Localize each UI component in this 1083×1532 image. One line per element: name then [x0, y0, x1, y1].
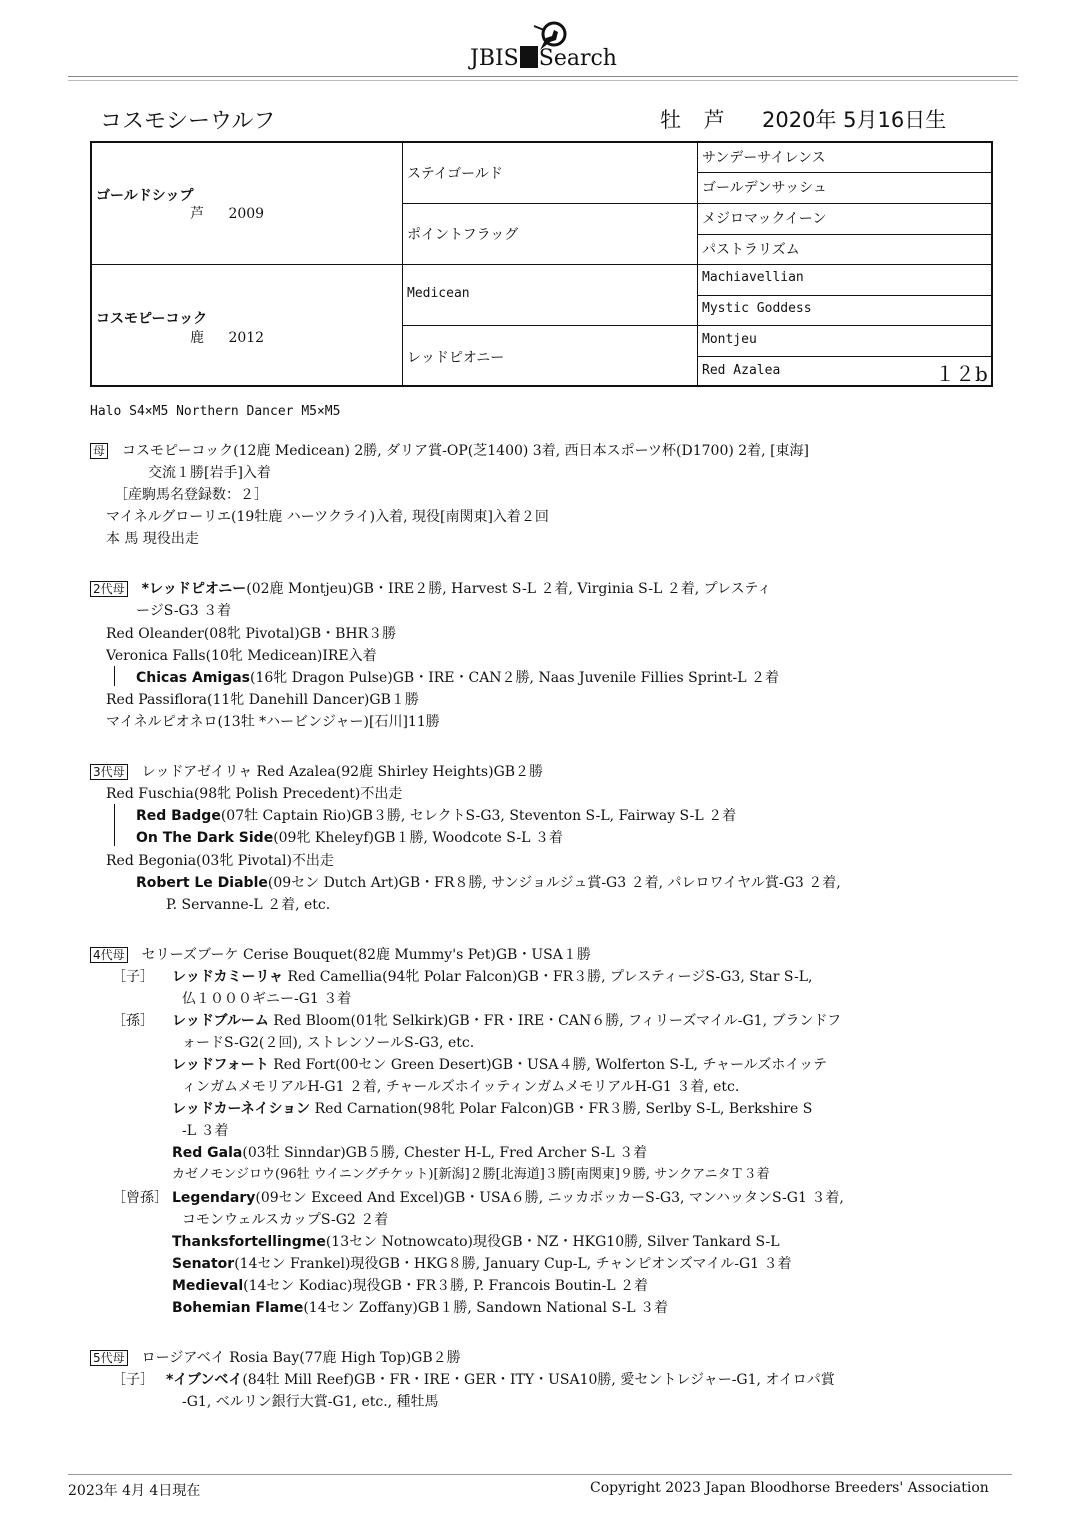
g2-line-6: Red Passiflora(11牝 Danehill Dancer)GB１勝: [106, 692, 419, 708]
dam-line-2: 交流１勝[岩手]入着: [148, 465, 271, 481]
g2-line-1: 2代母 *レッドピオニー(02鹿 Montjeu)GB・IRE２勝, Harvest S-L ２着, Virginia S-L ２着, プレスティ: [90, 580, 771, 598]
sire-dam: ポイントフラッグ: [407, 227, 519, 243]
g3-7: Montjeu: [702, 332, 757, 347]
g2-line-4: Veronica Falls(10牝 Medicean)IRE入着: [106, 648, 377, 664]
g3-8: Red Azalea: [702, 363, 781, 378]
g3-5: Machiavellian: [702, 270, 804, 285]
dam-sire: Medicean: [407, 286, 470, 301]
g5-line-1: 5代母 ロージアベイ Rosia Bay(77鹿 High Top)GB２勝: [90, 1349, 461, 1367]
g4-tag-grandchild: ［孫］: [112, 1013, 154, 1029]
g3-6: Mystic Goddess: [702, 301, 812, 316]
birth-date: 2020年 5月16日生: [762, 108, 947, 132]
g2-line-2: ージS-G3 ３着: [136, 603, 232, 619]
g5-label: 5代母: [90, 1350, 128, 1366]
family-number: １２b: [935, 362, 988, 386]
dam-label: 母: [90, 443, 108, 459]
g2-line-5: Chicas Amigas(16牝 Dragon Pulse)GB・IRE・CAN２勝, Naas Juvenile Fillies Sprint-L ２着: [136, 670, 779, 686]
indent-bar: [114, 666, 115, 686]
g4-grand-3-cont: -L ３着: [182, 1123, 229, 1139]
sire-info: 芦 2009: [190, 206, 265, 222]
dam-dam: レッドピオニー: [407, 350, 505, 366]
g3-2: ゴールデンサッシュ: [702, 180, 827, 196]
sex-color: 牡 芦: [660, 108, 733, 132]
g3-1: サンデーサイレンス: [702, 150, 826, 166]
g4-grand-2-cont: ィンガムメモリアルH-G1 ２着, チャールズホイッティンガムメモリアルH-G1 ３着, etc.: [182, 1079, 740, 1095]
sire-sire: ステイゴールド: [407, 166, 503, 182]
header-rule-2: [68, 80, 1018, 81]
g4-gg-2: Thanksfortellingme(13セン Notnowcato)現役GB・NZ・HKG10勝, Silver Tankard S-L: [172, 1234, 780, 1250]
g5-child-1-cont: -G1, ベルリン銀行大賞-G1, etc., 種牡馬: [182, 1394, 439, 1410]
g4-grand-4: Red Gala(03牡 Sinndar)GB５勝, Chester H-L, Fred Archer S-L ３着: [172, 1145, 648, 1161]
g3-label: 3代母: [90, 764, 128, 780]
logo-box-icon: [520, 46, 538, 68]
g4-gg-3: Senator(14セン Frankel)現役GB・HKG８勝, January Cup-L, チャンピオンズマイル-G1 ３着: [172, 1256, 792, 1272]
g4-gg-1-cont: コモンウェルスカップS-G2 ２着: [182, 1212, 389, 1228]
dam-line-3: ［産駒馬名登録数：２］: [114, 487, 268, 503]
horse-name: コスモシーウルフ: [100, 109, 276, 134]
g4-child-1-cont: 仏１０００ギニー-G1 ３着: [182, 991, 352, 1007]
g3-line-5: Red Begonia(03牝 Pivotal)不出走: [106, 853, 334, 869]
g2-label: 2代母: [90, 581, 128, 597]
g4-tag-greatgrand: ［曾孫］: [112, 1190, 168, 1206]
inbreeding-line: Halo S4×M5 Northern Dancer M5×M5: [90, 404, 341, 419]
g3-3: メジロマックイーン: [702, 211, 827, 227]
g3-line-1: 3代母 レッドアゼイリャ Red Azalea(92鹿 Shirley Heights)GB２勝: [90, 763, 543, 781]
footer-copyright: Copyright 2023 Japan Bloodhorse Breeders' Association: [590, 1480, 989, 1496]
g4-gg-5: Bohemian Flame(14セン Zoffany)GB１勝, Sandown National S-L ３着: [172, 1300, 669, 1316]
jbis-search-logo: [470, 22, 640, 74]
g4-label: 4代母: [90, 947, 128, 963]
g4-child-1: レッドカミーリャ Red Camellia(94牝 Polar Falcon)GB・FR３勝, プレスティージS-G3, Star S-L,: [172, 969, 813, 985]
g4-grand-5: カゼノモンジロウ(96牡 ウイニングチケット)[新潟]２勝[北海道]３勝[南関東]９勝, サンクアニタＴ３着: [172, 1167, 770, 1182]
g4-grand-2: レッドフォート Red Fort(00セン Green Desert)GB・USA４勝, Wolferton S-L, チャールズホイッテ: [172, 1057, 828, 1073]
footer-date: 2023年 4月 4日現在: [68, 1483, 201, 1499]
g4-line-1: 4代母 セリーズブーケ Cerise Bouquet(82鹿 Mummy's Pet)GB・USA１勝: [90, 946, 591, 964]
g4-tag-child: ［子］: [112, 969, 154, 985]
dam-info: 鹿 2012: [190, 330, 265, 346]
indent-bar: [114, 804, 115, 846]
pedigree-table: [90, 141, 993, 387]
logo-text-left: JBIS: [470, 46, 519, 71]
dam-name: コスモピーコック: [96, 311, 208, 327]
g4-grand-3: レッドカーネイション Red Carnation(98牝 Polar Falcon)GB・FR３勝, Serlby S-L, Berkshire S: [172, 1101, 813, 1117]
logo-text-right: Search: [538, 46, 617, 71]
g3-4: パストラリズム: [702, 242, 800, 258]
g3-line-6: Robert Le Diable(09セン Dutch Art)GB・FR８勝, サンジョルジュ賞-G3 ２着, パレロワイヤル賞-G3 ２着,: [136, 875, 841, 891]
footer-rule: [68, 1474, 1012, 1475]
dam-line-4: マイネルグローリエ(19牡鹿 ハーツクライ)入着, 現役[南関東]入着２回: [106, 509, 549, 525]
dam-line-5: 本 馬 現役出走: [106, 531, 199, 547]
g5-child-1: *イブンベイ(84牡 Mill Reef)GB・FR・IRE・GER・ITY・USA10勝, 愛セントレジャー-G1, オイロパ賞: [166, 1372, 835, 1388]
g4-grand-1-cont: ォードS-G2(２回), ストレンソールS-G3, etc.: [182, 1035, 475, 1051]
g2-line-3: Red Oleander(08牝 Pivotal)GB・BHR３勝: [106, 626, 397, 642]
g2-line-7: マイネルピオネロ(13牡 *ハービンジャー)[石川]11勝: [106, 714, 440, 730]
g4-gg-4: Medieval(14セン Kodiac)現役GB・FR３勝, P. Francois Boutin-L ２着: [172, 1278, 649, 1294]
header-rule: [68, 76, 1018, 77]
g4-grand-1: レッドブルーム Red Bloom(01牝 Selkirk)GB・FR・IRE・CAN６勝, フィリーズマイル-G1, ブランドフ: [172, 1013, 842, 1029]
g4-gg-1: Legendary(09セン Exceed And Excel)GB・USA６勝, ニッカボッカーS-G3, マンハッタンS-G1 ３着,: [172, 1190, 844, 1206]
g5-tag-child: ［子］: [112, 1372, 154, 1388]
dam-line-1: 母 コスモピーコック(12鹿 Medicean) 2勝, ダリア賞-OP(芝1400) 3着, 西日本スポーツ杯(D1700) 2着, [東海]: [90, 442, 809, 460]
g3-line-2: Red Fuschia(98牝 Polish Precedent)不出走: [106, 786, 403, 802]
g3-line-3: Red Badge(07牡 Captain Rio)GB３勝, セレクトS-G3, Steventon S-L, Fairway S-L ２着: [136, 808, 737, 824]
g3-line-7: P. Servanne-L ２着, etc.: [166, 897, 331, 913]
sire-name: ゴールドシップ: [96, 188, 194, 204]
g3-line-4: On The Dark Side(09牝 Kheleyf)GB１勝, Woodcote S-L ３着: [136, 830, 563, 846]
